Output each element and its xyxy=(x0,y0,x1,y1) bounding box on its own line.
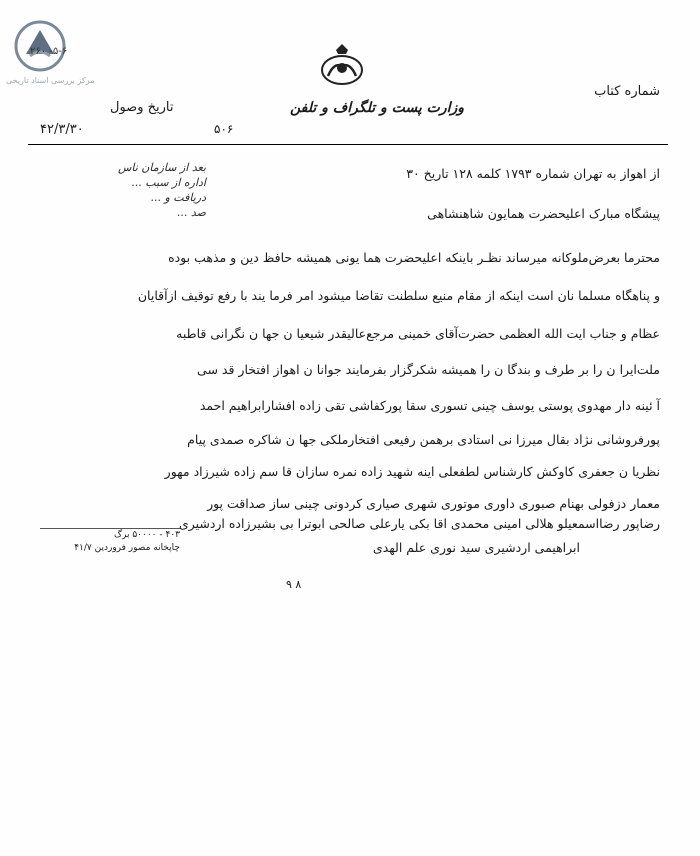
letter-number-label: شماره کتاب xyxy=(594,84,660,99)
annotation-line: صد ... xyxy=(176,206,206,219)
reference-number: ۵۰۶ xyxy=(214,122,234,136)
archive-logo-text: مرکز بررسی اسناد تاریخی xyxy=(6,76,95,85)
annotation-line: بعد از سازمان ناس xyxy=(117,161,206,174)
telegram-body-line: معمار دزفولی بهنام صبوری داوری موتوری شهری صیاری کردونی چینی ساز صداقت پور xyxy=(207,496,660,511)
center-mark: ۹ ۸ xyxy=(286,578,302,591)
telegram-body-line: ملت‌ایرا ن را بر طرف و بندگا ن را همیشه شکرگزار بفرمایند جوانا ن اهواز افتخار قد سی xyxy=(197,362,660,377)
telegram-origin-line: از اهواز به تهران شماره ۱۷۹۳ کلمه ۱۲۸ تاریخ ۳۰ xyxy=(406,166,660,181)
telegram-body-line: پورفروشانی نژاد بقال میرزا نی استادی برهمن رفیعی افتخارملکی جها ن شاکره صمدی پیام xyxy=(187,432,660,447)
document-code: ۲۶۰ -۵-۶ xyxy=(30,46,68,57)
telegram-body-line: ابراهیمی اردشیری سید نوری علم الهدی xyxy=(372,540,580,555)
print-stamp-line: ۴۰۳ - ۵۰۰۰۰ برگ xyxy=(113,530,180,540)
received-date: ۴۲/۳/۳۰ xyxy=(40,122,84,137)
telegram-body-line: نظریا ن جعفری کاوکش کارشناس لطفعلی اینه شهید زاده نمره سازان قا سم زاده شیرزاد مهور xyxy=(164,464,660,479)
telegram-body-line: آ ئینه دار مهدوی پوستی یوسف چینی تسوری سقا پورکفاشی تقی زاده افشارابراهیم احمد xyxy=(199,398,660,413)
received-date-label: تاریخ وصول xyxy=(110,100,174,115)
header-divider xyxy=(28,144,668,145)
telegram-body-line: و پناهگاه مسلما نان است اینکه از مقام منیع سلطنت تقاضا میشود امر فرما یند با رفع توقیف ازآقایان xyxy=(137,288,660,303)
handwritten-annotation xyxy=(36,160,206,220)
annotation-line: دریافت و ... xyxy=(150,191,206,204)
print-stamp-line: چاپخانه مصور فروردین ۴۱/۷ xyxy=(74,543,180,553)
telegram-addressee: پیشگاه مبارک اعلیحضرت همایون شاهنشاهی xyxy=(427,206,660,221)
ministry-title: وزارت پست و تلگراف و تلفن xyxy=(290,100,465,116)
print-stamp xyxy=(40,528,180,555)
lion-and-sun-emblem-icon xyxy=(318,44,366,88)
annotation-line: اداره از سبب ... xyxy=(131,176,206,189)
telegram-body-line: رضاپور رضااسمعیلو هلالی امینی محمدی اقا بکی یارعلی صالحی ابوترا بی بشیرزاده اردشیری xyxy=(178,516,660,531)
telegram-body-line: محترما بعرض‌ملوکانه میرساند نظـر باینکه اعلیحضرت هما یونی همیشه حافظ دین و مذهب بوده xyxy=(168,250,660,265)
telegram-body-line: عظام و جناب ایت الله العظمی حضرت‌آقای خمینی مرجع‌عالیقدر شیعیا ن جها ن نگرانی قاطبه xyxy=(176,326,660,341)
